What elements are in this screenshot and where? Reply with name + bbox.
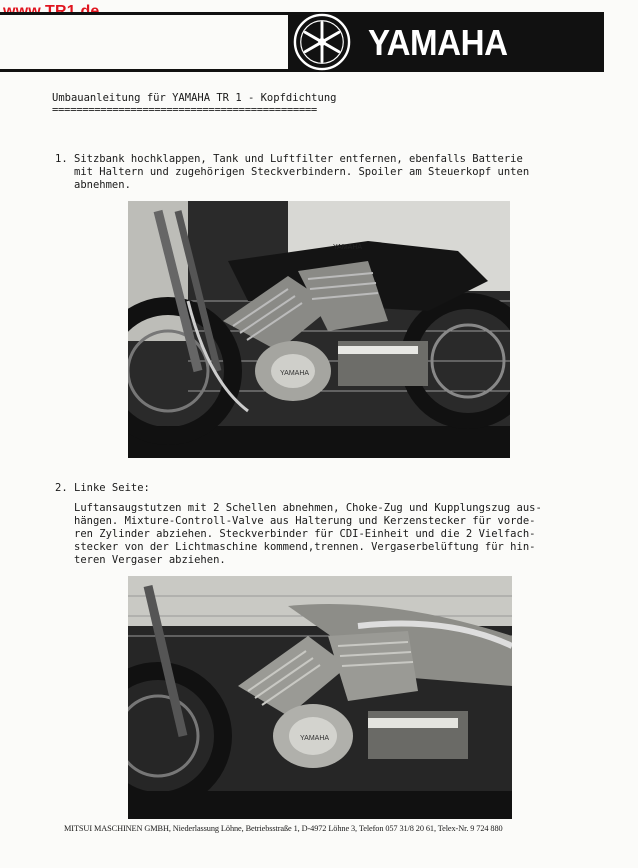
step-1-number: 1. bbox=[55, 153, 68, 165]
step-1-line-2: mit Haltern und zugehörigen Steckverbindern. Spoiler am Steuerkopf unten bbox=[74, 166, 530, 178]
svg-text:YAMAHA: YAMAHA bbox=[300, 735, 330, 742]
yamaha-tuning-fork-icon bbox=[293, 13, 351, 71]
photo-1-wall-label: YAMAHA bbox=[333, 244, 363, 251]
brand-name: YAMAHA bbox=[368, 22, 508, 63]
svg-text:YAMAHA: YAMAHA bbox=[280, 370, 310, 377]
document-title-underline: ============================================ bbox=[52, 104, 317, 116]
engine-photo-1 bbox=[128, 201, 510, 458]
step-2-line-5: teren Vergaser abziehen. bbox=[74, 554, 226, 566]
step-2-line-4: stecker von der Lichtmaschine kommend,trennen. Vergaserbelüftung für hin- bbox=[74, 541, 536, 553]
step-2-line-3: ren Zylinder abziehen. Steckverbinder für CDI-Einheit und die 2 Vielfach- bbox=[74, 528, 536, 540]
footer-company-address: MITSUI MASCHINEN GMBH, Niederlassung Löhne, Betriebsstraße 1, D-4972 Löhne 3, Telefon 057 31/8 20 61, Telex-Nr. 9 724 880 bbox=[64, 824, 503, 833]
step-2-number: 2. bbox=[55, 482, 68, 494]
step-2-line-1: Luftansaugstutzen mit 2 Schellen abnehmen, Choke-Zug und Kupplungszug aus- bbox=[74, 502, 542, 514]
step-1-line-3: abnehmen. bbox=[74, 179, 131, 191]
step-1-line-1: Sitzbank hochklappen, Tank und Luftfilter entfernen, ebenfalls Batterie bbox=[74, 153, 523, 165]
engine-photo-2 bbox=[128, 576, 512, 819]
step-2-heading: Linke Seite: bbox=[74, 482, 150, 494]
step-2-line-2: hängen. Mixture-Controll-Valve aus Halterung und Kerzenstecker für vorde- bbox=[74, 515, 536, 527]
document-title: Umbauanleitung für YAMAHA TR 1 - Kopfdichtung bbox=[52, 92, 337, 104]
